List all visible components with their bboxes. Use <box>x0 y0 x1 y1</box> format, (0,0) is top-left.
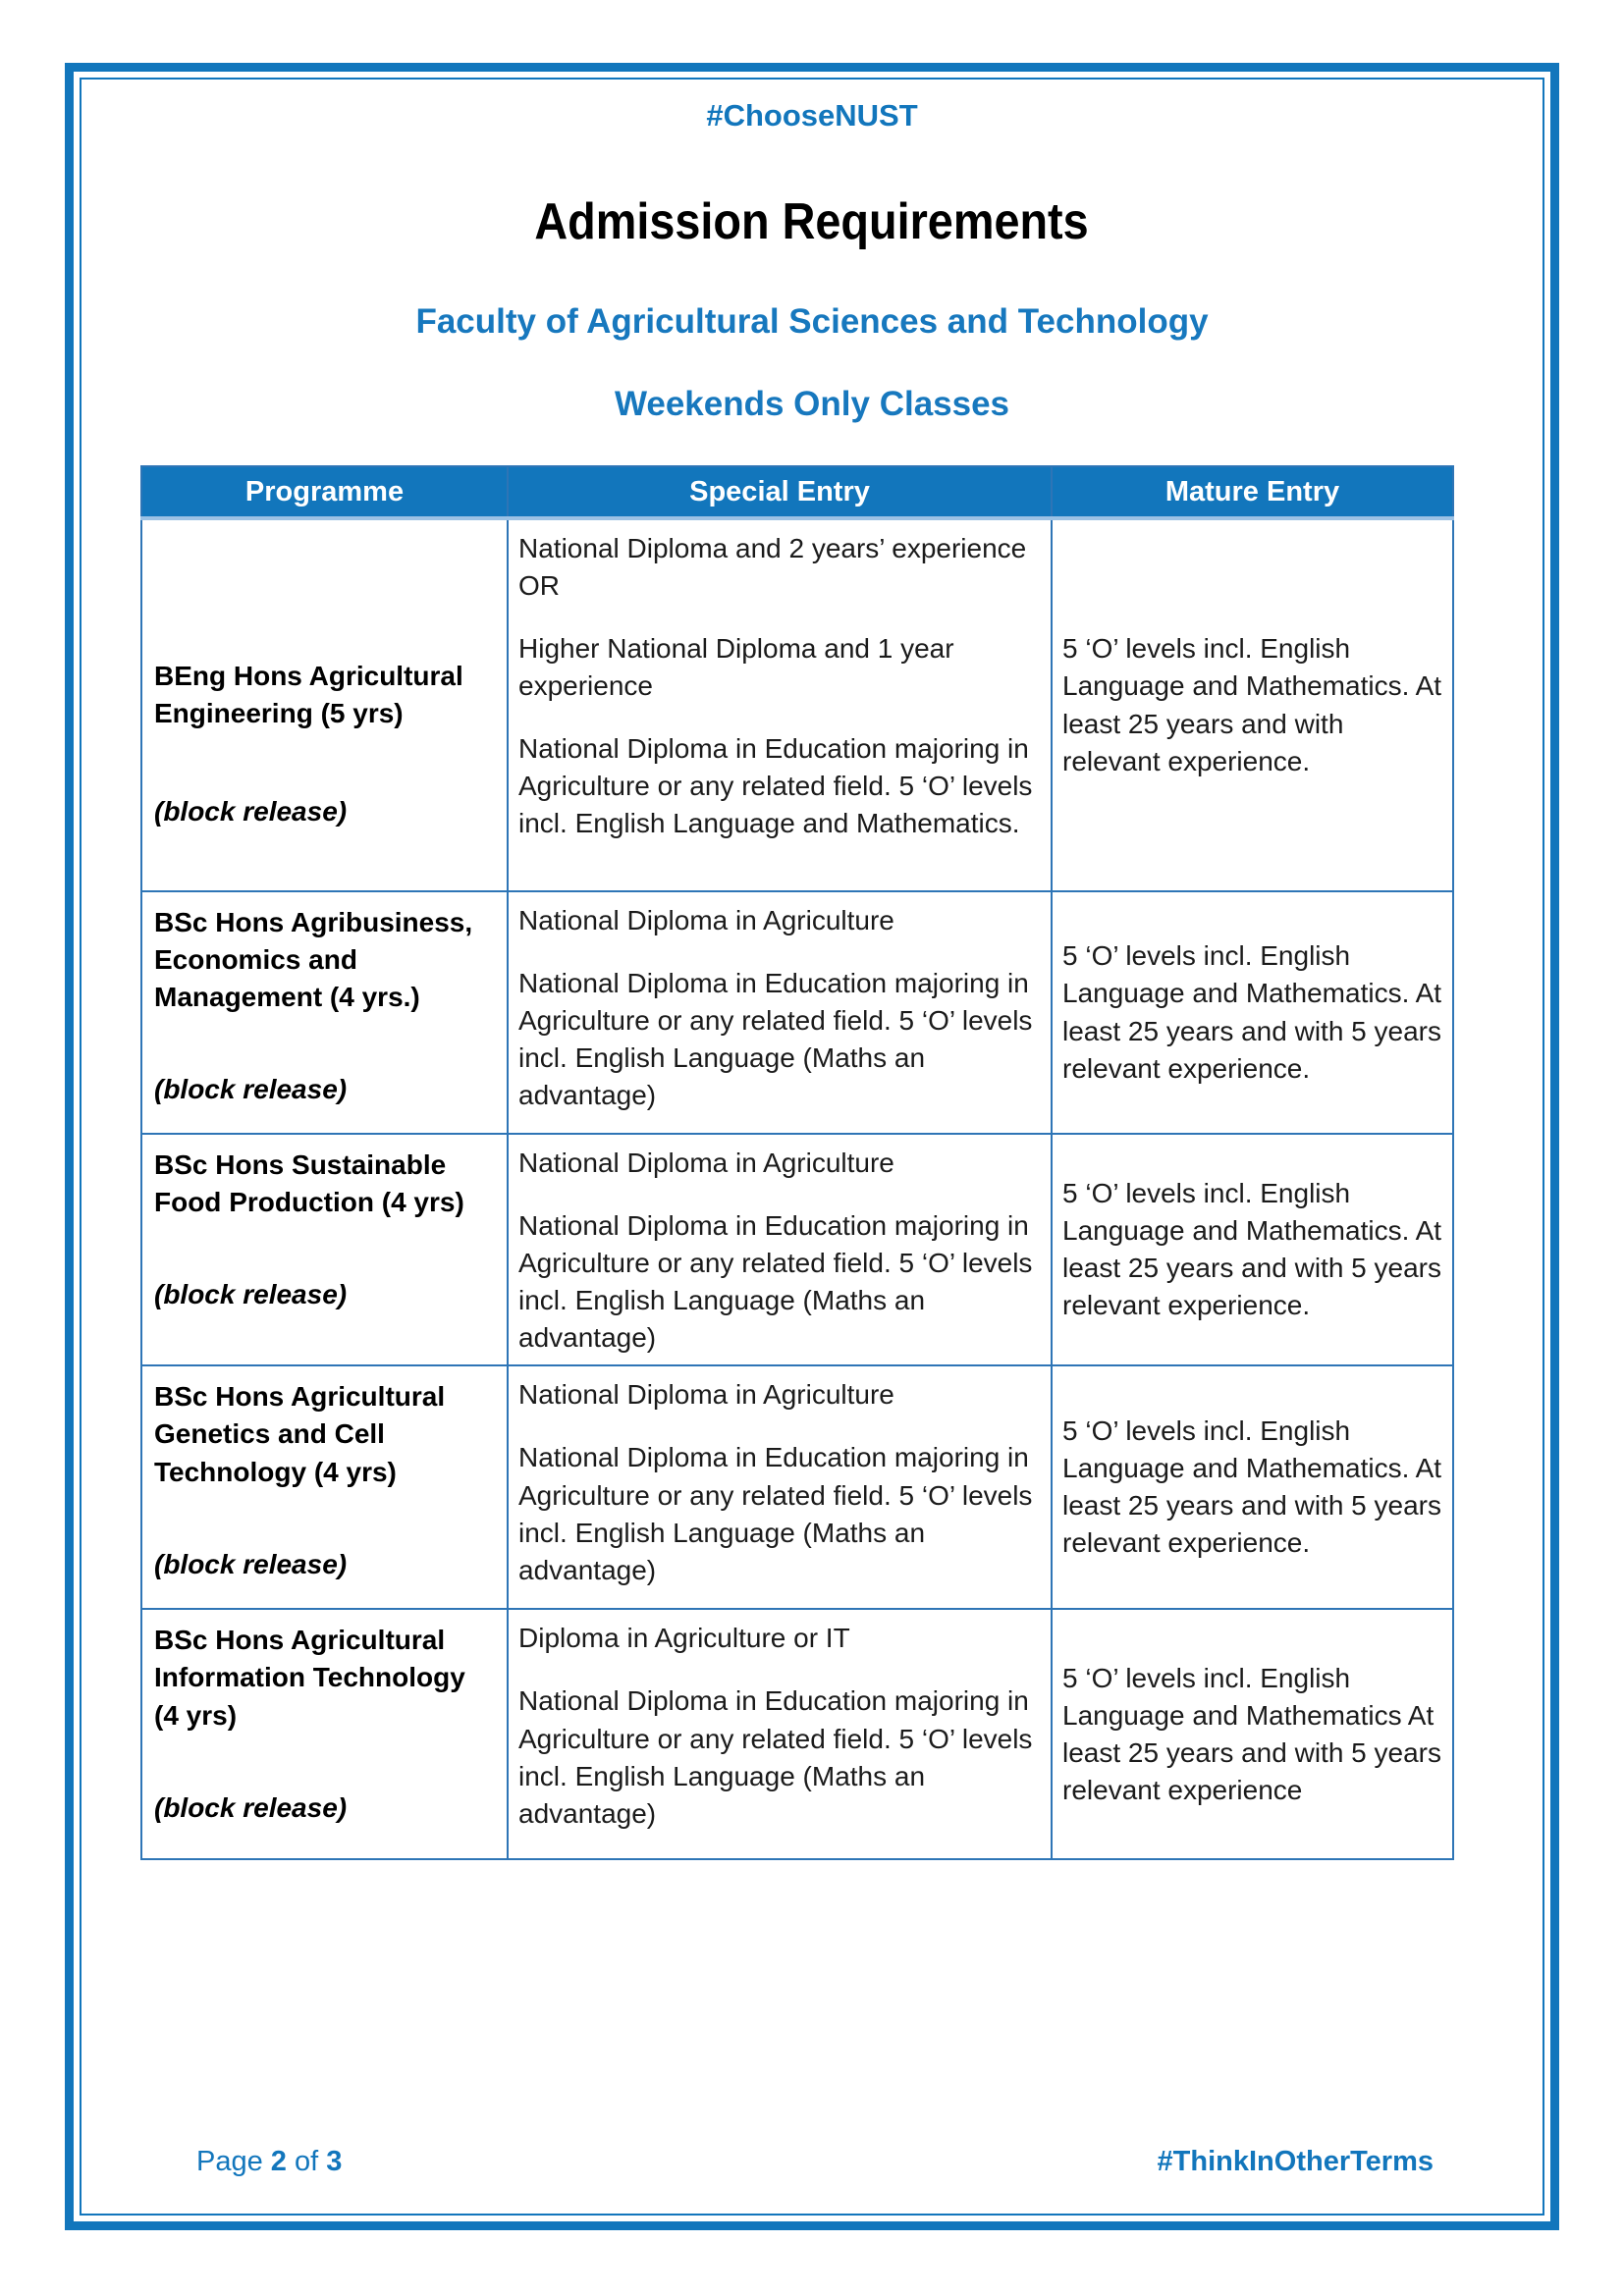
hashtag-bottom: #ThinkInOtherTerms <box>1157 2146 1434 2177</box>
special-entry-cell <box>508 518 1052 891</box>
mature-entry-cell <box>1052 1609 1453 1859</box>
special-entry-cell <box>508 1609 1052 1859</box>
special-entry-paragraph: National Diploma in Education majoring in Agriculture or any related field. 5 ‘O’ levels incl. English Language (Maths an advantage) <box>518 1685 1033 1829</box>
mature-entry-cell <box>1052 1365 1453 1609</box>
special-entry-paragraph: National Diploma in Agriculture <box>518 1379 894 1411</box>
table-body <box>141 518 1453 1859</box>
programme-block-release-note: (block release) <box>154 1791 348 1823</box>
mature-entry-cell <box>1052 891 1453 1134</box>
special-entry-paragraph: National Diploma in Education majoring in Agriculture or any related field. 5 ‘O’ levels incl. English Language (Maths an advantage) <box>518 968 1033 1111</box>
table-row <box>141 891 1453 1134</box>
page-word: Page <box>196 2146 263 2177</box>
admission-requirements-table <box>140 465 1454 1860</box>
table-row <box>141 1365 1453 1609</box>
page-title-text: Admission Requirements <box>534 193 1090 250</box>
table-row <box>141 518 1453 891</box>
programme-cell <box>141 1365 508 1609</box>
programme-block-release-note: (block release) <box>154 1548 348 1579</box>
page-number-indicator <box>196 2146 342 2178</box>
special-entry-paragraph: National Diploma in Education majoring in Agriculture or any related field. 5 ‘O’ levels incl. English Language (Maths an advantage) <box>518 1210 1033 1354</box>
special-entry-paragraph: Higher National Diploma and 1 year experience <box>518 633 954 702</box>
programme-cell <box>141 518 508 891</box>
programme-cell <box>141 1609 508 1859</box>
table-header-row <box>141 466 1453 518</box>
mature-entry-text: 5 ‘O’ levels incl. English Language and Mathematics. At least 25 years and with 5 years relevant experience. <box>1062 940 1442 1084</box>
mature-entry-cell <box>1052 518 1453 891</box>
programme-name: BEng Hons Agricultural Engineering (5 yrs) <box>154 661 463 729</box>
special-entry-cell <box>508 1365 1052 1609</box>
special-entry-cell <box>508 1134 1052 1365</box>
page-title <box>0 192 1624 251</box>
special-entry-paragraph: National Diploma in Agriculture <box>518 1148 894 1178</box>
page-number: 2 <box>270 2146 287 2177</box>
column-header-mature-entry: Mature Entry <box>1052 466 1453 518</box>
programme-cell <box>141 1134 508 1365</box>
programme-name: BSc Hons Agribusiness, Economics and Management (4 yrs.) <box>154 907 473 1013</box>
faculty-subtitle: Faculty of Agricultural Sciences and Technology <box>415 302 1209 341</box>
total-pages: 3 <box>326 2146 343 2177</box>
programme-block-release-note: (block release) <box>154 796 348 828</box>
programme-block-release-note: (block release) <box>154 1279 348 1310</box>
programme-name: BSc Hons Agricultural Genetics and Cell Technology (4 yrs) <box>154 1381 446 1487</box>
special-entry-paragraph: National Diploma in Education majoring in Agriculture or any related field. 5 ‘O’ levels incl. English Language (Maths an advantage) <box>518 1442 1033 1585</box>
mature-entry-cell <box>1052 1134 1453 1365</box>
classes-subtitle: Weekends Only Classes <box>614 385 1010 423</box>
special-entry-paragraph: National Diploma and 2 years’ experience OR <box>518 533 1027 602</box>
hashtag-top: #ChooseNUST <box>706 98 918 133</box>
mature-entry-text: 5 ‘O’ levels incl. English Language and Mathematics. At least 25 years and with relevant experience. <box>1062 633 1442 776</box>
mature-entry-text: 5 ‘O’ levels incl. English Language and Mathematics. At least 25 years and with 5 years relevant experience. <box>1062 1178 1442 1321</box>
column-header-special-entry: Special Entry <box>508 466 1052 518</box>
special-entry-cell <box>508 891 1052 1134</box>
programme-name: BSc Hons Agricultural Information Technology (4 yrs) <box>154 1625 465 1731</box>
table-row <box>141 1134 1453 1365</box>
special-entry-paragraph: Diploma in Agriculture or IT <box>518 1623 850 1654</box>
table-row <box>141 1609 1453 1859</box>
mature-entry-text: 5 ‘O’ levels incl. English Language and Mathematics. At least 25 years and with 5 years relevant experience. <box>1062 1415 1442 1559</box>
column-header-programme: Programme <box>141 466 508 518</box>
programme-cell <box>141 891 508 1134</box>
programme-block-release-note: (block release) <box>154 1074 348 1105</box>
of-word: of <box>295 2146 319 2177</box>
special-entry-paragraph: National Diploma in Education majoring in Agriculture or any related field. 5 ‘O’ levels incl. English Language and Mathematics. <box>518 733 1033 839</box>
table-header <box>141 466 1453 518</box>
special-entry-paragraph: National Diploma in Agriculture <box>518 905 894 935</box>
mature-entry-text: 5 ‘O’ levels incl. English Language and Mathematics At least 25 years and with 5 years relevant experience <box>1062 1662 1441 1805</box>
programme-name: BSc Hons Sustainable Food Production (4 yrs) <box>154 1149 464 1218</box>
